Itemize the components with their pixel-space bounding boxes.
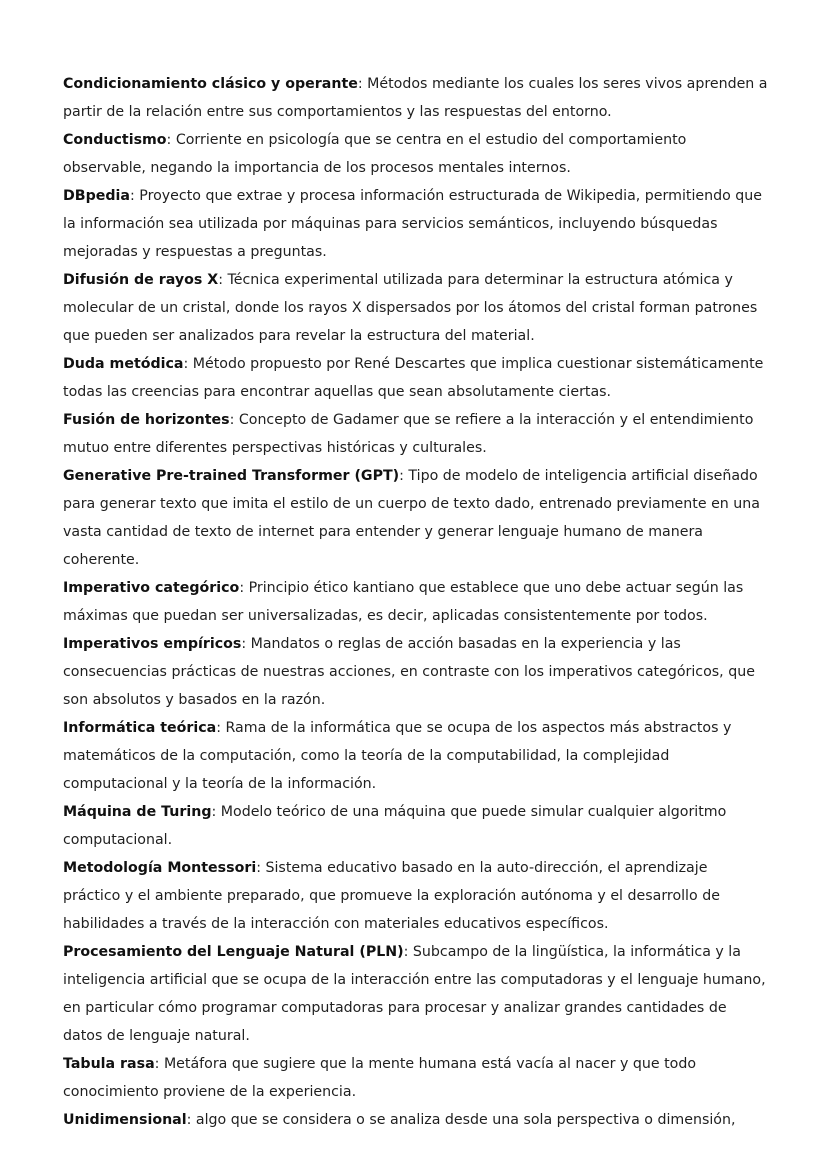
glossary-entry — [63, 938, 768, 1050]
glossary-definition: : Mandatos o reglas de acción basadas en la experiencia y las consecuencias prácticas de nuestras acciones, en contraste con los imperativos categóricos, que son absolutos y basados en la razón. — [63, 636, 755, 708]
glossary-definition: : Técnica experimental utilizada para determinar la estructura atómica y molecular de un cristal, donde los rayos X dispersados por los átomos del cristal forman patrones que pueden ser analizados para revelar la estructura del material. — [63, 272, 758, 344]
glossary-term: Difusión de rayos X — [63, 272, 219, 288]
glossary-term: DBpedia — [63, 188, 130, 204]
glossary-definition: : Rama de la informática que se ocupa de los aspectos más abstractos y matemáticos de la computación, como la teoría de la computabilidad, la complejidad computacional y la teoría de la información. — [63, 720, 732, 792]
glossary-definition: : Principio ético kantiano que establece que uno debe actuar según las máximas que puedan ser universalizadas, es decir, aplicadas consistentemente por todos. — [63, 580, 744, 624]
glossary-term: Imperativo categórico — [63, 580, 240, 596]
glossary-definition: : Método propuesto por René Descartes que implica cuestionar sistemáticamente todas las creencias para encontrar aquellas que sean absolutamente ciertas. — [63, 356, 764, 400]
glossary-term: Máquina de Turing — [63, 804, 212, 820]
glossary-term: Metodología Montessori — [63, 860, 257, 876]
glossary-entry — [63, 182, 768, 266]
glossary-entry — [63, 266, 768, 350]
glossary-term: Imperativos empíricos — [63, 636, 242, 652]
glossary-entry — [63, 1106, 768, 1134]
glossary-definition: : Sistema educativo basado en la auto-dirección, el aprendizaje práctico y el ambiente preparado, que promueve la exploración autónoma y el desarrollo de habilidades a través de la interacción con materiales educativos específicos. — [63, 860, 720, 932]
glossary-definition: : Proyecto que extrae y procesa información estructurada de Wikipedia, permitiendo que la información sea utilizada por máquinas para servicios semánticos, incluyendo búsquedas mejoradas y respuestas a preguntas. — [63, 188, 763, 260]
glossary-entry — [63, 462, 768, 574]
glossary-term: Conductismo — [63, 132, 167, 148]
glossary-entry — [63, 126, 768, 182]
glossary-definition: : Corriente en psicología que se centra en el estudio del comportamiento observable, negando la importancia de los procesos mentales internos. — [63, 132, 687, 176]
glossary-entry — [63, 350, 768, 406]
glossary-definition: : Métodos mediante los cuales los seres vivos aprenden a partir de la relación entre sus comportamientos y las respuestas del entorno. — [63, 76, 768, 120]
glossary-definition: : Subcampo de la lingüística, la informática y la inteligencia artificial que se ocupa de la interacción entre las computadoras y el lenguaje humano, en particular cómo programar computadoras para procesar y analizar grandes cantidades de datos de lenguaje natural. — [63, 944, 766, 1044]
glossary-definition: : Tipo de modelo de inteligencia artificial diseñado para generar texto que imita el estilo de un cuerpo de texto dado, entrenado previamente en una vasta cantidad de texto de internet para entender y generar lenguaje humano de manera coherente. — [63, 468, 760, 568]
glossary-term: Generative Pre-trained Transformer (GPT) — [63, 468, 400, 484]
glossary-entry — [63, 574, 768, 630]
glossary-term: Condicionamiento clásico y operante — [63, 76, 358, 92]
glossary-definition: : algo que se considera o se analiza desde una sola perspectiva o dimensión, — [186, 1112, 736, 1128]
glossary-term: Duda metódica — [63, 356, 184, 372]
glossary-definition: : Metáfora que sugiere que la mente humana está vacía al nacer y que todo conocimiento proviene de la experiencia. — [63, 1056, 697, 1100]
glossary-definition: : Modelo teórico de una máquina que puede simular cualquier algoritmo computacional. — [63, 804, 727, 848]
glossary-page — [63, 70, 768, 1134]
glossary-entry — [63, 854, 768, 938]
glossary-term: Tabula rasa — [63, 1056, 155, 1072]
glossary-entry — [63, 70, 768, 126]
glossary-entry — [63, 798, 768, 854]
glossary-definition: : Concepto de Gadamer que se refiere a la interacción y el entendimiento mutuo entre diferentes perspectivas históricas y culturales. — [63, 412, 754, 456]
glossary-term: Procesamiento del Lenguaje Natural (PLN) — [63, 944, 404, 960]
glossary-term: Unidimensional — [63, 1112, 187, 1128]
glossary-entry — [63, 406, 768, 462]
glossary-term: Fusión de horizontes — [63, 412, 230, 428]
glossary-entry — [63, 714, 768, 798]
glossary-entry — [63, 630, 768, 714]
glossary-entry — [63, 1050, 768, 1106]
glossary-term: Informática teórica — [63, 720, 217, 736]
